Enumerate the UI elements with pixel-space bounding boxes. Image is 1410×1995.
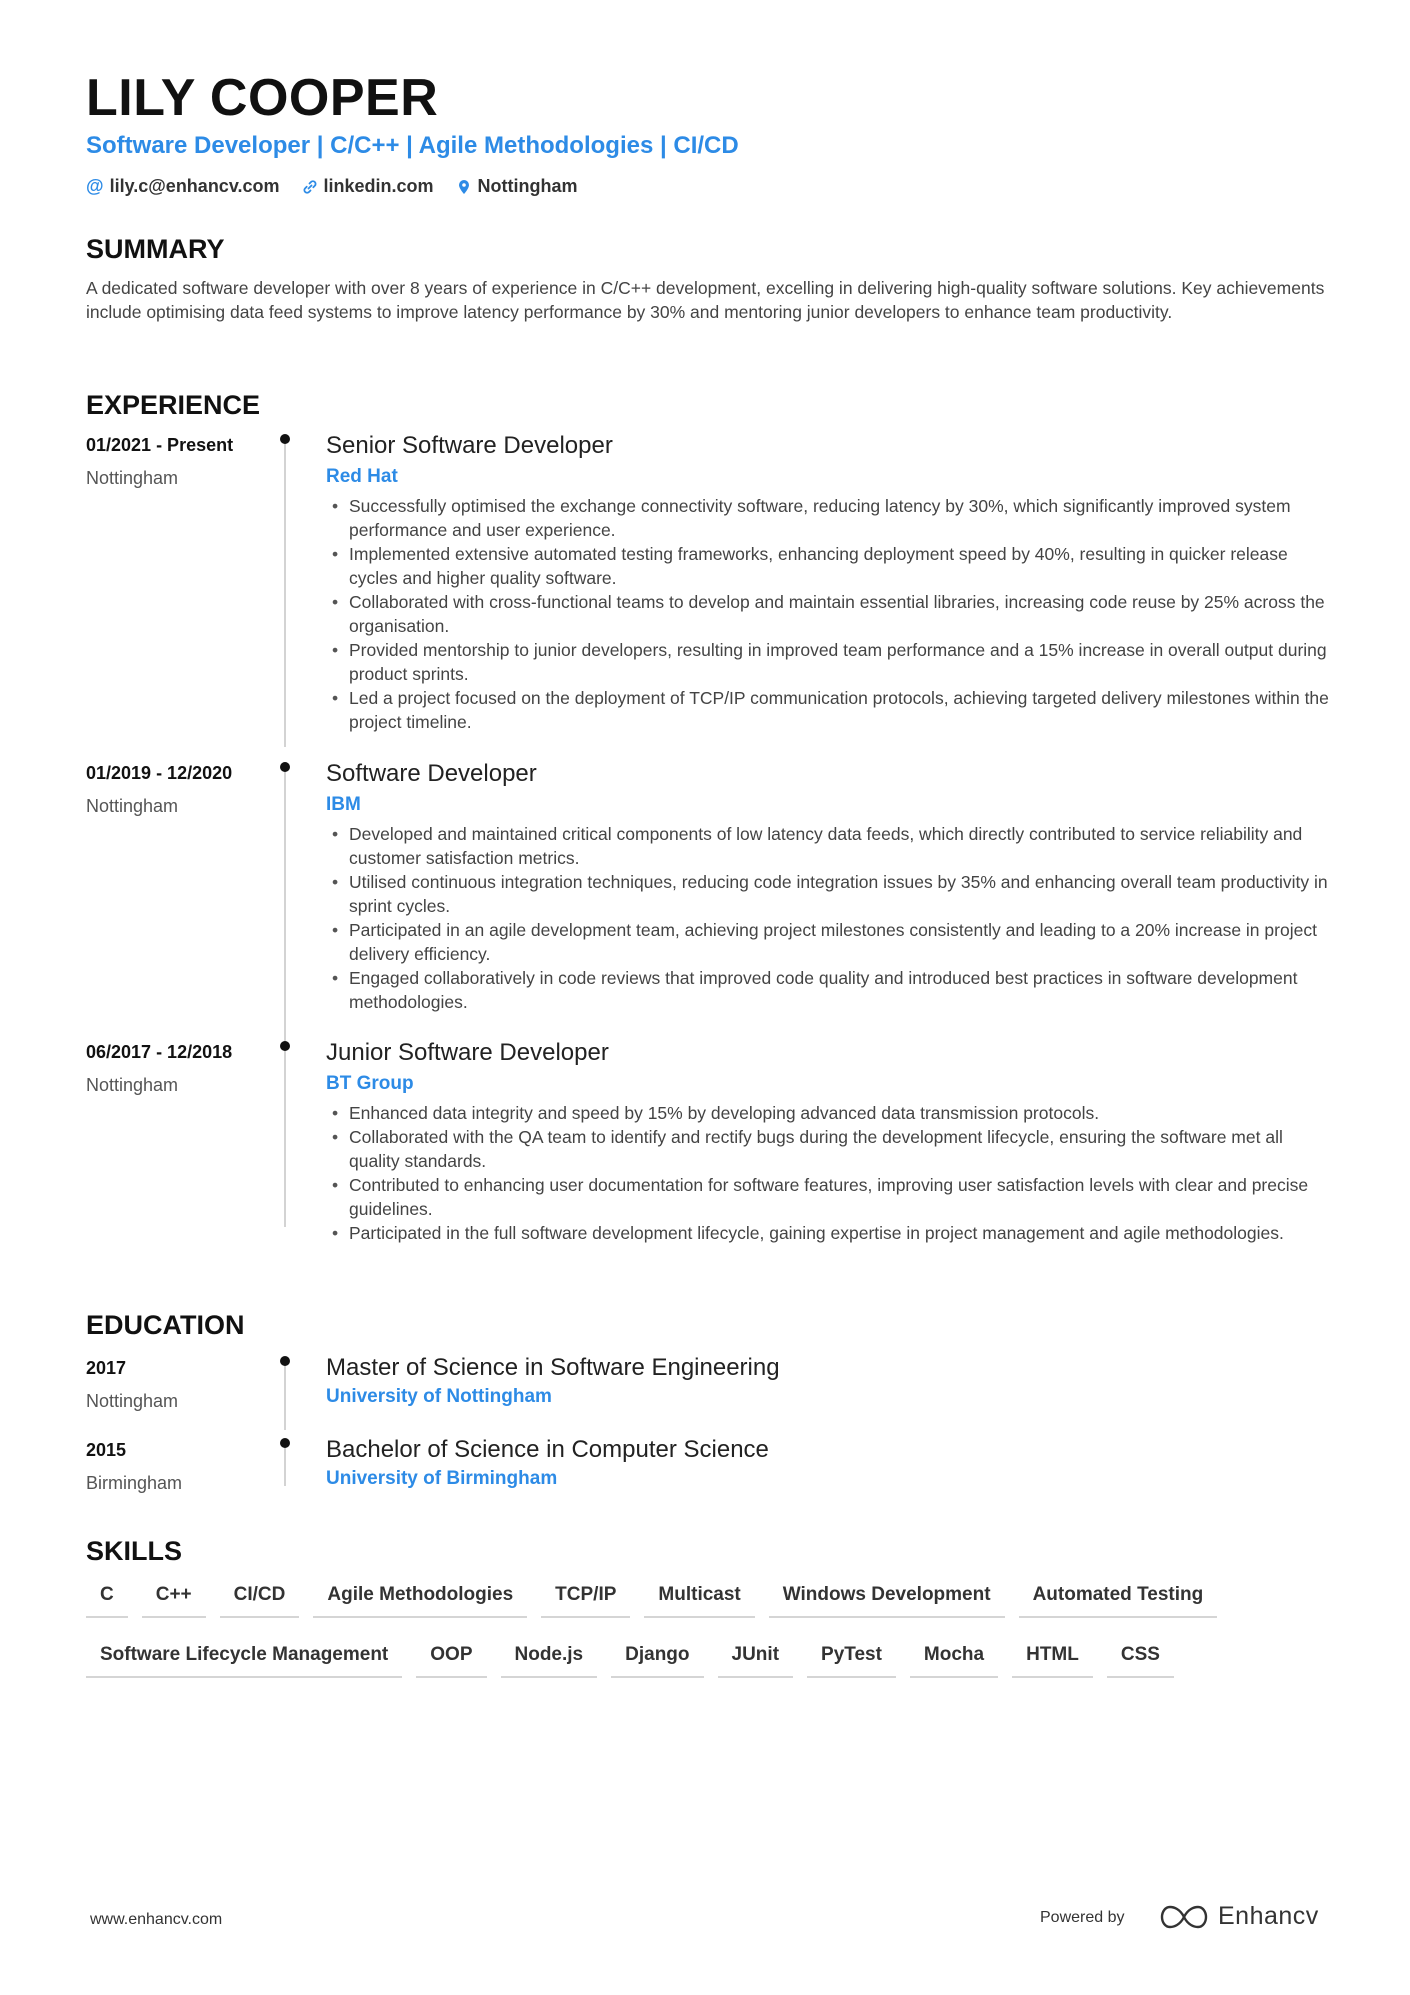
job-bullets (326, 822, 1336, 1014)
school-name[interactable]: University of Nottingham (326, 1386, 552, 1407)
edu-entry (326, 1436, 1336, 1490)
timeline-line (284, 768, 286, 1043)
skill-tag: HTML (1012, 1638, 1093, 1678)
job-bullets (326, 1101, 1336, 1245)
list-item: • Implemented extensive automated testing frameworks, enhancing deployment speed by 40%, resulting in quicker release cycles and higher quality software. (326, 542, 1336, 590)
location-pin-icon (456, 179, 472, 195)
brand-name: Enhancv (1218, 1902, 1319, 1930)
skills-row (86, 1578, 1336, 1618)
candidate-name: LILY COOPER (86, 69, 439, 127)
skill-tag: Software Lifecycle Management (86, 1638, 402, 1678)
list-item: • Engaged collaboratively in code reviews that improved code quality and introduced best practices in software development methodologies. (326, 966, 1336, 1014)
infinity-logo-icon (1160, 1904, 1208, 1930)
summary-heading: SUMMARY (86, 234, 225, 264)
timeline-dot (280, 434, 290, 444)
list-item: • Provided mentorship to junior developers, resulting in improved team performance and a 15% increase in overall output during product sprints. (326, 638, 1336, 686)
skill-tag: PyTest (807, 1638, 896, 1678)
skills-heading: SKILLS (86, 1536, 183, 1566)
company-name[interactable]: BT Group (326, 1073, 414, 1094)
skill-tag: CSS (1107, 1638, 1174, 1678)
timeline-dot (280, 1356, 290, 1366)
headline: Software Developer | C/C++ | Agile Methodologies | CI/CD (86, 132, 739, 159)
email-text: lily.c@enhancv.com (109, 176, 280, 196)
skill-tag: C++ (142, 1578, 206, 1618)
skill-tag: Multicast (644, 1578, 754, 1618)
timeline-line (284, 1362, 286, 1430)
contact-email[interactable] (86, 176, 280, 197)
timeline-dot (280, 1041, 290, 1051)
job-title: Junior Software Developer (326, 1039, 609, 1066)
edu-date: 2017 (86, 1358, 127, 1378)
job-date: 01/2019 - 12/2020 (86, 763, 233, 783)
degree-title: Bachelor of Science in Computer Science (326, 1436, 769, 1463)
edu-location: Nottingham (86, 1391, 179, 1411)
skill-tag: TCP/IP (541, 1578, 630, 1618)
location-text: Nottingham (477, 176, 578, 196)
job-location: Nottingham (86, 796, 179, 816)
job-location: Nottingham (86, 1075, 179, 1095)
list-item: • Enhanced data integrity and speed by 15% by developing advanced data transmission protocols. (326, 1101, 1336, 1125)
at-icon: @ (86, 176, 104, 196)
summary-text: A dedicated software developer with over 8 years of experience in C/C++ development, excelling in delivering high-quality software solutions. Key achievements include optimising data feed systems to improve latency performance by 30% and mentoring junior developers to enhance team productivity. (86, 278, 1325, 322)
job-entry (326, 760, 1336, 1014)
experience-heading: EXPERIENCE (86, 390, 261, 420)
contact-bar (86, 176, 578, 197)
job-meta (86, 763, 266, 817)
school-name[interactable]: University of Birmingham (326, 1468, 558, 1489)
skills-row (86, 1638, 1336, 1678)
skill-tag: JUnit (718, 1638, 794, 1678)
job-entry (326, 1039, 1336, 1245)
list-item: • Contributed to enhancing user documentation for software features, improving user satisfaction levels with clear and precise guidelines. (326, 1173, 1336, 1221)
list-item: • Developed and maintained critical components of low latency data feeds, which directly contributed to service reliability and customer satisfaction metrics. (326, 822, 1336, 870)
list-item: • Led a project focused on the deployment of TCP/IP communication protocols, achieving targeted delivery milestones within the project timeline. (326, 686, 1336, 734)
edu-location: Birmingham (86, 1473, 183, 1493)
skills-list (86, 1578, 1336, 1698)
list-item: • Successfully optimised the exchange connectivity software, reducing latency by 30%, which significantly improved system performance and user experience. (326, 494, 1336, 542)
skill-tag: C (86, 1578, 128, 1618)
job-title: Senior Software Developer (326, 432, 613, 459)
job-date: 01/2021 - Present (86, 435, 234, 455)
skill-tag: CI/CD (220, 1578, 300, 1618)
skill-tag: Django (611, 1638, 703, 1678)
footer-url[interactable]: www.enhancv.com (90, 1911, 223, 1928)
job-meta (86, 435, 266, 489)
list-item: • Collaborated with the QA team to identify and rectify bugs during the development lifecycle, ensuring the software met all quality standards. (326, 1125, 1336, 1173)
edu-entry (326, 1354, 1336, 1408)
degree-title: Master of Science in Software Engineering (326, 1354, 780, 1381)
job-meta (86, 1042, 266, 1096)
contact-location (456, 176, 578, 197)
skill-tag: Node.js (501, 1638, 598, 1678)
job-bullets (326, 494, 1336, 734)
link-icon (302, 179, 318, 195)
job-entry (326, 432, 1336, 734)
powered-by-label: Powered by (1040, 1909, 1125, 1926)
timeline-line (284, 440, 286, 747)
list-item: • Participated in an agile development team, achieving project milestones consistently and leading to a 20% increase in project delivery efficiency. (326, 918, 1336, 966)
edu-date: 2015 (86, 1440, 127, 1460)
skill-tag: Mocha (910, 1638, 998, 1678)
timeline-line (284, 1047, 286, 1227)
contact-linkedin[interactable] (302, 176, 434, 197)
edu-meta (86, 1440, 266, 1494)
education-heading: EDUCATION (86, 1310, 245, 1340)
company-name[interactable]: Red Hat (326, 466, 398, 487)
job-location: Nottingham (86, 468, 179, 488)
list-item: • Collaborated with cross-functional teams to develop and maintain essential libraries, increasing code reuse by 25% across the organisation. (326, 590, 1336, 638)
company-name[interactable]: IBM (326, 794, 361, 815)
skill-tag: Agile Methodologies (313, 1578, 527, 1618)
enhancv-logo[interactable] (1160, 1902, 1319, 1931)
skill-tag: Windows Development (769, 1578, 1005, 1618)
skill-tag: Automated Testing (1019, 1578, 1218, 1618)
edu-meta (86, 1358, 266, 1412)
timeline-dot (280, 1438, 290, 1448)
job-title: Software Developer (326, 760, 537, 787)
timeline-line (284, 1444, 286, 1486)
list-item: • Utilised continuous integration techniques, reducing code integration issues by 35% and enhancing overall team productivity in sprint cycles. (326, 870, 1336, 918)
list-item: • Participated in the full software development lifecycle, gaining expertise in project management and agile methodologies. (326, 1221, 1336, 1245)
timeline-dot (280, 762, 290, 772)
job-date: 06/2017 - 12/2018 (86, 1042, 233, 1062)
skill-tag: OOP (416, 1638, 486, 1678)
linkedin-text: linkedin.com (323, 176, 434, 196)
